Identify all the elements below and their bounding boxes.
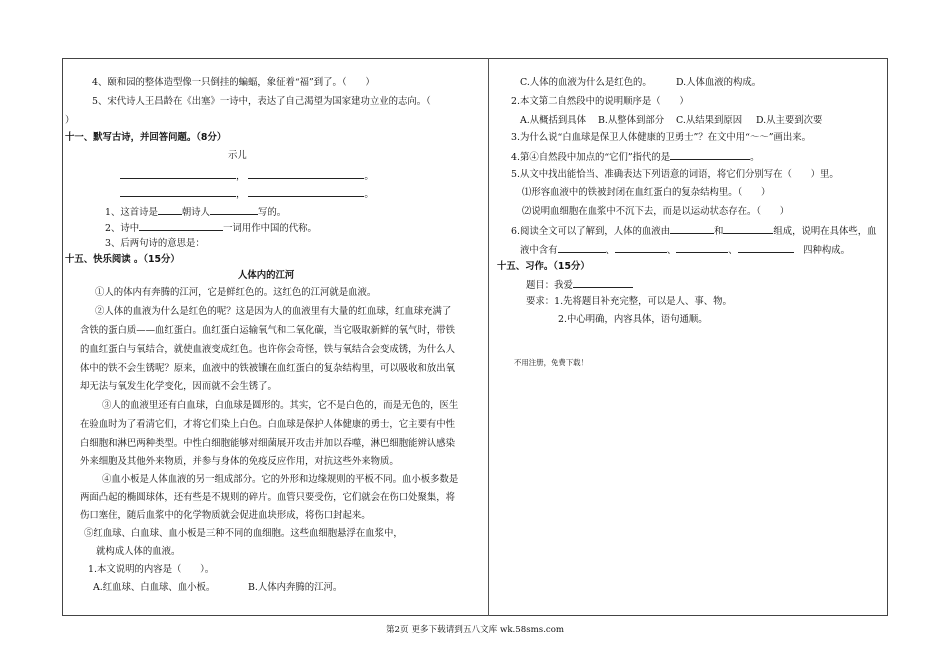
reading-question-6-line-1: 6.阅读全文可以了解到，人体的血液由 和 组成，说明在具体些，血 [511, 223, 876, 238]
composition-topic: 题目：我爱 [526, 277, 633, 292]
option-a: A.红血球、白血球、血小板。 [93, 582, 216, 593]
paragraph-3-line: 外来细胞及其他外来物质，并参与身体的免疫反应作用，对抗这些外来物质。 [80, 456, 399, 467]
reading-question-3: 3.为什么说“白血球是保卫人体健康的卫勇士”？在文中用“～～”画出来。 [511, 132, 811, 143]
blank[interactable] [120, 186, 236, 197]
paragraph-2-line: 却无法与氧发生化学变化，因而就不会生锈了。 [80, 381, 277, 392]
paragraph-2-line: 的血红蛋白与氧结合，就使血液变成红色。也许你会奇怪，铁与氧结合会变成锈，为什么人 [80, 344, 456, 355]
paragraph-2-line: 体中的铁不会生锈呢？原来，血液中的铁被镶在血红蛋白的复杂结构里，可以吸收和放出氧 [80, 363, 456, 374]
paragraph-3-line: 在验血时为了看清它们，才将它们染上白色。白血球是保护人体健康的勇士，它主要有中性 [80, 419, 456, 430]
section-15-writing-title: 十五、习作。（15分） [497, 261, 590, 272]
blank[interactable] [723, 223, 773, 234]
poem-question-3: 3、后两句诗的意思是： [105, 238, 205, 249]
poem-title: 示儿 [228, 150, 247, 161]
paragraph-5-line: 就构成人体的血液。 [96, 546, 181, 557]
paragraph-4-line: 伤口塞住，随后血浆中的化学物质就会促进血块形成，将伤口封起来。 [80, 510, 371, 521]
page-footer: 第2页 更多下载请到五八文库 wk.58sms.com [385, 625, 565, 635]
reading-question-4: 4.第④自然段中加点的“它们”指代的是 。 [511, 149, 760, 164]
question-4: 4、颐和园的整体造型像一只倒挂的蝙蝠，象征着“福”到了。（ ） [92, 77, 375, 88]
paragraph-4-line: 两面凸起的椭圆球体，还有些是不规则的碎片。血管只要受伤，它们就会在伤口处聚集，将 [80, 492, 456, 503]
composition-requirement-1: 要求：1.先将题目补充完整，可以是人、事、物。 [526, 296, 732, 307]
option-d: D.从主要到次要 [756, 115, 823, 126]
blank[interactable] [248, 168, 364, 179]
blank[interactable] [210, 204, 258, 215]
column-divider [488, 58, 489, 616]
paragraph-2-line: 含铁的蛋白质——血红蛋白。血红蛋白运输氧气和二氧化碳，当它吸取新鲜的氧气时，带铁 [80, 325, 456, 336]
option-b: B.人体内奔腾的江河。 [248, 582, 343, 593]
question-5-tail: ） [65, 115, 75, 126]
blank[interactable] [670, 149, 750, 160]
poem-line-1: ， 。 [120, 168, 374, 183]
composition-requirement-2: 2.中心明确，内容具体，语句通顺。 [558, 314, 708, 325]
blank[interactable] [573, 277, 633, 288]
option-d: D.人体血液的构成。 [676, 77, 762, 88]
blank[interactable] [158, 204, 182, 215]
option-c: C.从结果到原因 [676, 115, 743, 126]
paragraph-1: ①人的体内有奔腾的江河，它是鲜红色的。这红色的江河就是血液。 [95, 287, 377, 298]
blank[interactable] [676, 242, 728, 253]
blank[interactable] [738, 242, 794, 253]
option-a: A.从概括到具体 [520, 115, 587, 126]
blank[interactable] [248, 186, 364, 197]
blank[interactable] [670, 223, 714, 234]
reading-question-1: 1.本文说明的内容是（ ）。 [88, 564, 215, 575]
blank[interactable] [558, 242, 606, 253]
section-15-title: 十五、快乐阅读 。（15分） [65, 254, 180, 265]
blank[interactable] [120, 168, 236, 179]
option-c: C.人体的血液为什么是红色的。 [520, 77, 652, 88]
paragraph-4-line: ④血小板是人体血液的另一组成部分。它的外形和边缘规则的平板不同。血小板多数是 [102, 474, 459, 485]
section-11-title: 十一、默写古诗，并回答问题。（8分） [65, 132, 227, 143]
paragraph-3-line: ③人的血液里还有白血球，白血球是圆形的。其实，它不是白色的，而是无色的，医生 [102, 400, 459, 411]
poem-question-2: 2、诗中 一词用作中国的代称。 [105, 220, 317, 235]
question-5: 5、宋代诗人王昌龄在《出塞》一诗中，表达了自己渴望为国家建功立业的志向。（ [92, 96, 431, 107]
poem-line-2: ， 。 [120, 186, 374, 201]
blank[interactable] [615, 242, 667, 253]
article-title: 人体内的江河 [238, 270, 295, 281]
reading-question-2: 2.本文第二自然段中的说明顺序是（ ） [511, 96, 689, 107]
download-note: 不用注册，免费下载！ [514, 358, 588, 367]
paragraph-3-line: 白细胞和淋巴两种类型。中性白细胞能够对细菌展开攻击并加以吞噬，淋巴细胞能辨认感染 [80, 438, 456, 449]
paragraph-5-line: ⑤红血球、白血球、血小板是三种不同的血细胞。这些血细胞悬浮在血浆中， [84, 528, 403, 539]
reading-question-5-2: ⑵说明血细胞在血浆中不沉下去，而是以运动状态存在。（ ） [522, 206, 790, 217]
poem-question-1: 1、这首诗是 朝诗人 写的。 [105, 204, 286, 219]
option-b: B.从整体到部分 [598, 115, 665, 126]
paragraph-2-line: ②人体的血液为什么是红色的呢？这是因为人的血液里有大量的红血球，红血球充满了 [95, 306, 452, 317]
blank[interactable] [139, 220, 223, 231]
reading-question-5: 5.从文中找出能恰当、准确表达下列语意的词语，将它们分别写在（ ）里。 [511, 169, 839, 180]
reading-question-5-1: ⑴形容血液中的铁被封闭在血红蛋白的复杂结构里。（ ） [522, 187, 771, 198]
reading-question-6-line-2: 液中含有 、 、 、 四种构成。 [520, 242, 850, 257]
